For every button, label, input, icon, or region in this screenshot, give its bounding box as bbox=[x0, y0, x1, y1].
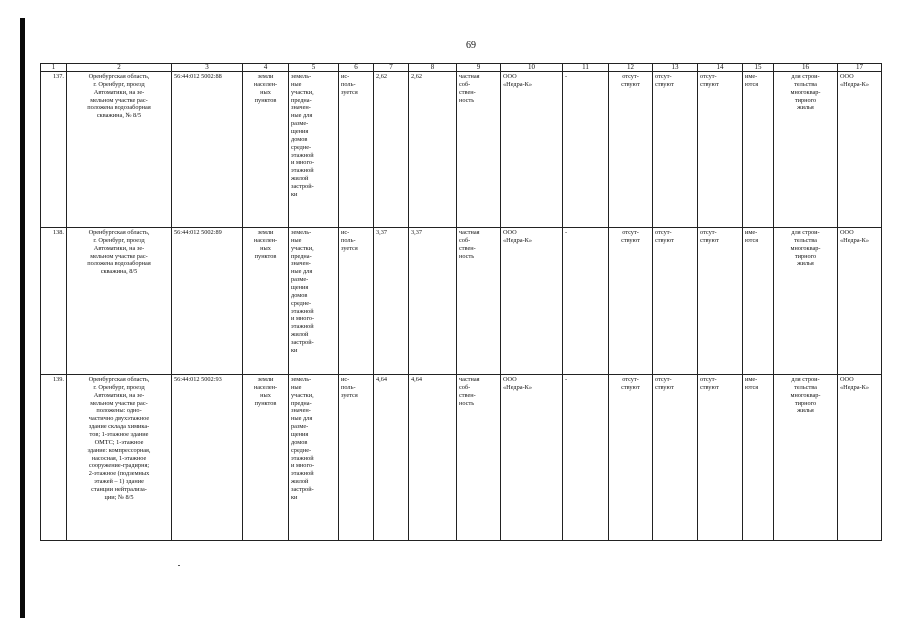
column-13-cell: отсут- ствуют bbox=[653, 228, 698, 375]
permitted-use-cell: земель- ные участки, предна- значен- ные для разме- щения домов средне- этажной и много- этажной жилой застрой- ки bbox=[289, 228, 339, 375]
column-15-cell: име- ются bbox=[743, 228, 774, 375]
owner-cell: ООО «Недра-К» bbox=[501, 375, 563, 541]
land-registry-table bbox=[40, 63, 882, 541]
column-number: 15 bbox=[743, 64, 774, 72]
column-13-cell: отсут- ствуют bbox=[653, 72, 698, 228]
use-status-cell: ис- поль- зуется bbox=[339, 72, 374, 228]
permitted-use-cell: земель- ные участки, предна- значен- ные для разме- щения домов средне- этажной и много- этажной жилой застрой- ки bbox=[289, 375, 339, 541]
ownership-form-cell: частная соб- ствен- ность bbox=[457, 72, 501, 228]
cadastral-number-cell: 56:44:012 5002:89 bbox=[172, 228, 243, 375]
land-category-cell: земли населен- ных пунктов bbox=[243, 72, 289, 228]
ownership-form-cell: частная соб- ствен- ность bbox=[457, 228, 501, 375]
column-14-cell: отсут- ствуют bbox=[698, 375, 743, 541]
purpose-cell: для строи- тельства многоквар- тирного жилья bbox=[774, 375, 838, 541]
column-number: 4 bbox=[243, 64, 289, 72]
use-status-cell: ис- поль- зуется bbox=[339, 228, 374, 375]
column-number: 11 bbox=[563, 64, 609, 72]
owner-cell: ООО «Недра-К» bbox=[501, 72, 563, 228]
cadastral-number-cell: 56:44:012 5002:88 bbox=[172, 72, 243, 228]
binding-bar bbox=[20, 18, 25, 618]
column-number: 3 bbox=[172, 64, 243, 72]
land-category-cell: земли населен- ных пунктов bbox=[243, 375, 289, 541]
column-14-cell: отсут- ствуют bbox=[698, 228, 743, 375]
holder-cell: ООО «Недра-К» bbox=[838, 228, 882, 375]
column-13-cell: отсут- ствуют bbox=[653, 375, 698, 541]
column-12-cell: отсут- ствуют bbox=[609, 375, 653, 541]
column-number: 9 bbox=[457, 64, 501, 72]
column-number: 14 bbox=[698, 64, 743, 72]
land-category-cell: земли населен- ных пунктов bbox=[243, 228, 289, 375]
column-number: 10 bbox=[501, 64, 563, 72]
column-15-cell: име- ются bbox=[743, 72, 774, 228]
area-cell: 2,62 bbox=[409, 72, 457, 228]
column-number: 16 bbox=[774, 64, 838, 72]
table-row bbox=[41, 228, 882, 375]
address-cell: Оренбургская область, г. Оренбург, проезд Автоматики, на зе- мельном участке рас- положена водозаборная скважина, № 8/5 bbox=[67, 72, 172, 228]
purpose-cell: для строи- тельства многоквар- тирного жилья bbox=[774, 228, 838, 375]
row-number: 137. bbox=[41, 72, 67, 228]
holder-cell: ООО «Недра-К» bbox=[838, 375, 882, 541]
column-12-cell: отсут- ствуют bbox=[609, 72, 653, 228]
column-number: 1 bbox=[41, 64, 67, 72]
area-cell: 4,64 bbox=[409, 375, 457, 541]
column-12-cell: отсут- ствуют bbox=[609, 228, 653, 375]
column-number: 2 bbox=[67, 64, 172, 72]
column-number: 8 bbox=[409, 64, 457, 72]
cadastral-number-cell: 56:44:012 5002:93 bbox=[172, 375, 243, 541]
holder-cell: ООО «Недра-К» bbox=[838, 72, 882, 228]
scan-speck bbox=[178, 565, 180, 566]
purpose-cell: для строи- тельства многоквар- тирного жилья bbox=[774, 72, 838, 228]
column-14-cell: отсут- ствуют bbox=[698, 72, 743, 228]
column-number: 7 bbox=[374, 64, 409, 72]
permitted-use-cell: земель- ные участки, предна- значен- ные для разме- щения домов средне- этажной и много- этажной жилой застрой- ки bbox=[289, 72, 339, 228]
column-number: 12 bbox=[609, 64, 653, 72]
table-row bbox=[41, 72, 882, 228]
table-row bbox=[41, 375, 882, 541]
area-cell: 2,62 bbox=[374, 72, 409, 228]
column-11-cell: - bbox=[563, 72, 609, 228]
column-number: 17 bbox=[838, 64, 882, 72]
column-number-row bbox=[41, 64, 882, 72]
column-number: 6 bbox=[339, 64, 374, 72]
page-number: 69 bbox=[466, 40, 476, 51]
column-number: 13 bbox=[653, 64, 698, 72]
use-status-cell: ис- поль- зуется bbox=[339, 375, 374, 541]
address-cell: Оренбургская область, г. Оренбург, проезд Автоматики, на зе- мельном участке рас- положены: одно- частично двухэтажное здание склада химика- тов; 1-этажное здание ОМТС; 1-этажное здание: компрессорная, насосная, 1-этажное сооружение-градирня; 2-этажное (подземных этажей – 1) здание станции нейтрализа- ции; № 8/5 bbox=[67, 375, 172, 541]
column-number: 5 bbox=[289, 64, 339, 72]
row-number: 138. bbox=[41, 228, 67, 375]
address-cell: Оренбургская область, г. Оренбург, проезд Автоматики, на зе- мельном участке рас- положена водозаборная скважина, 8/5 bbox=[67, 228, 172, 375]
owner-cell: ООО «Недра-К» bbox=[501, 228, 563, 375]
column-11-cell: - bbox=[563, 375, 609, 541]
area-cell: 4,64 bbox=[374, 375, 409, 541]
area-cell: 3,37 bbox=[374, 228, 409, 375]
row-number: 139. bbox=[41, 375, 67, 541]
column-11-cell: - bbox=[563, 228, 609, 375]
ownership-form-cell: частная соб- ствен- ность bbox=[457, 375, 501, 541]
column-15-cell: име- ются bbox=[743, 375, 774, 541]
area-cell: 3,37 bbox=[409, 228, 457, 375]
